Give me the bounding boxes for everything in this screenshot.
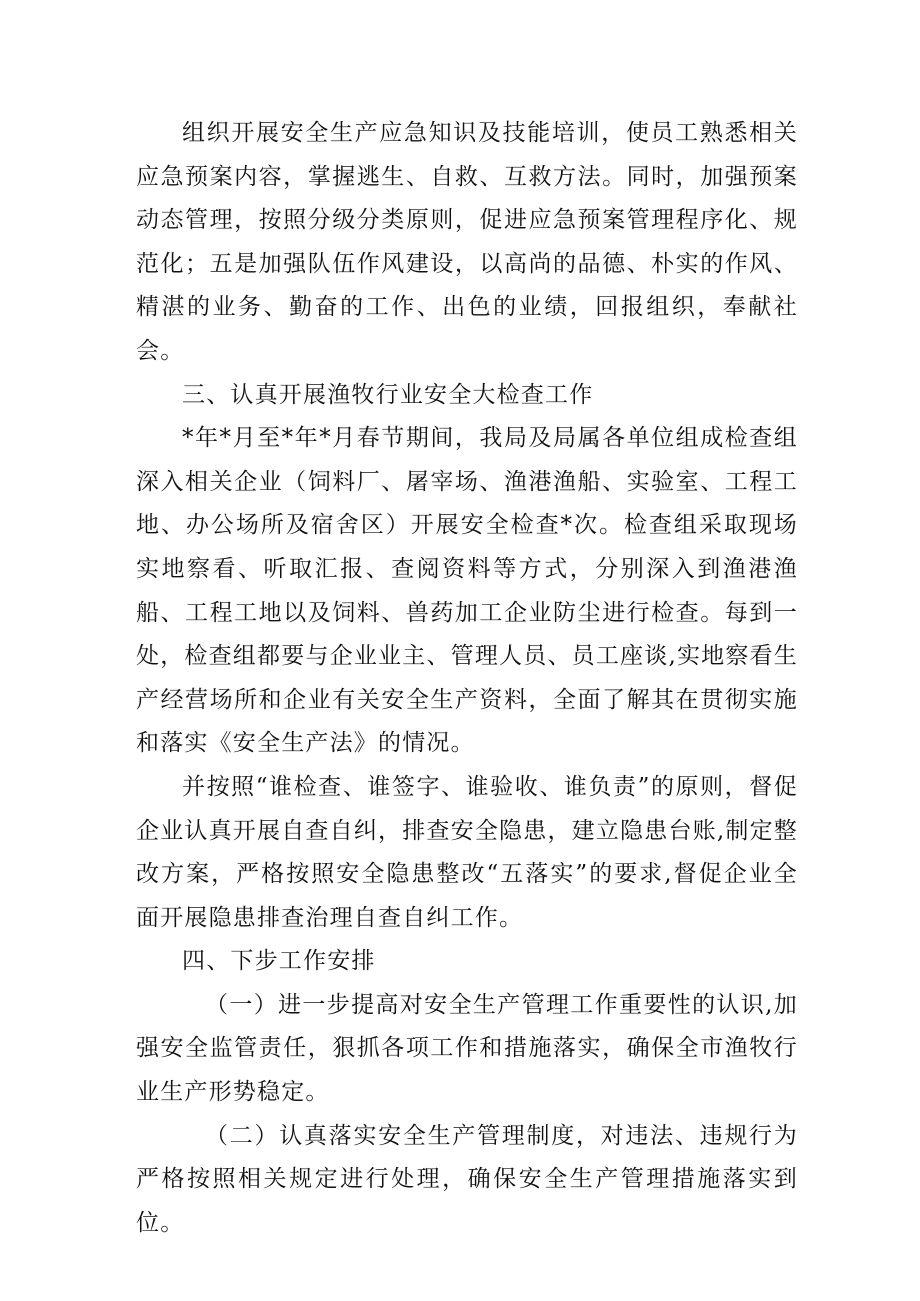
paragraph-next-step-one: （一）进一步提高对安全生产管理工作重要性的认识,加强安全监管责任，狠抓各项工作和措施落实，确保全市渔牧行业生产形势稳定。 [136, 991, 798, 1106]
document-body [136, 112, 798, 1245]
paragraph-training: 组织开展安全生产应急知识及技能培训，使员工熟悉相关应急预案内容，掌握逃生、自救、互救方法。同时，加强预案动态管理，按照分级分类原则，促进应急预案管理程序化、规范化；五是加强队伍作风建设，以高尚的品德、朴实的作风、精湛的业务、勤奋的工作、出色的业绩，回报组织，奉献社会。 [136, 120, 798, 364]
paragraph-next-step-two: （二）认真落实安全生产管理制度，对违法、违规行为严格按照相关规定进行处理，确保安全生产管理措施落实到位。 [136, 1122, 798, 1236]
section-heading-three: 三、认真开展渔牧行业安全大检查工作 [182, 381, 594, 408]
paragraph-inspection: *年*月至*年*月春节期间，我局及局属各单位组成检查组深入相关企业（饲料厂、屠宰场、渔港渔船、实验室、工程工地、办公场所及宿舍区）开展安全检查*次。检查组采取现场实地察看、听取汇报、查阅资料等方式，分别深入到渔港渔船、工程工地以及饲料、兽药加工企业防尘进行检查。每到一处，检查组都要与企业业主、管理人员、员工座谈,实地察看生产经营场所和企业有关安全生产资料，全面了解其在贯彻实施和落实《安全生产法》的情况。 [136, 425, 798, 757]
paragraph-rectification: 并按照“谁检查、谁签字、谁验收、谁负责”的原则，督促企业认真开展自查自纠，排查安全隐患，建立隐患台账,制定整改方案，严格按照安全隐患整改“五落实”的要求,督促企业全面开展隐患排查治理自查自纠工作。 [136, 773, 798, 931]
section-heading-four: 四、下步工作安排 [182, 948, 376, 975]
